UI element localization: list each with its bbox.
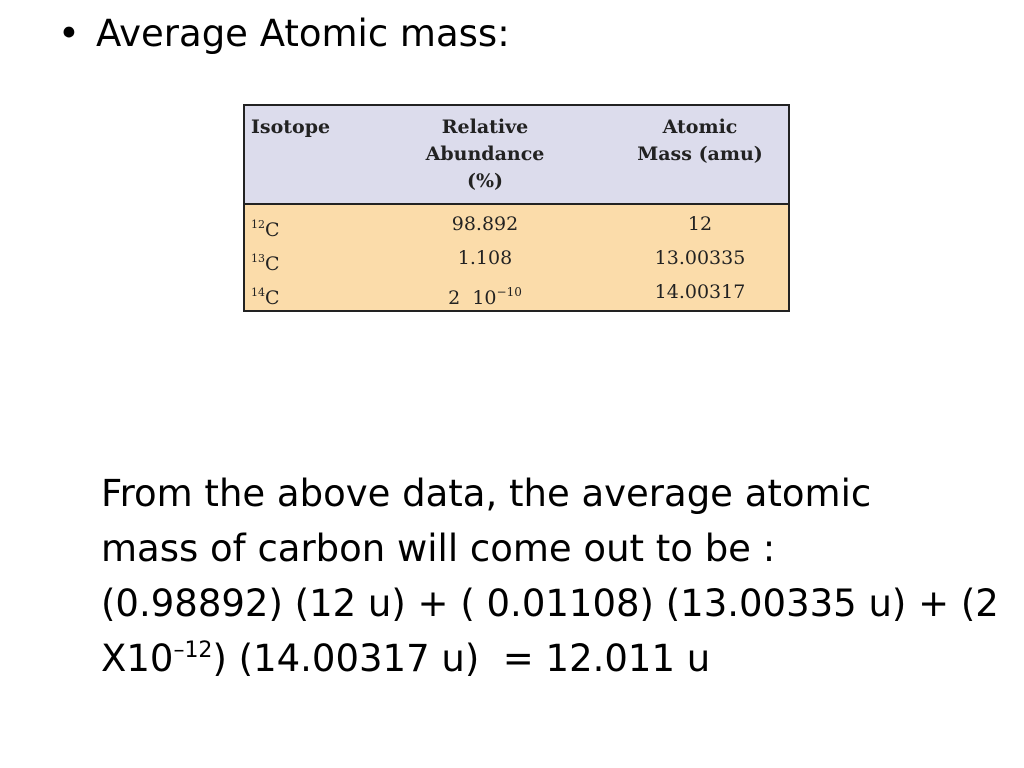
formula-result: ) (14.00317 u) = 12.011 u xyxy=(212,637,711,680)
header-atomic-mass xyxy=(605,114,795,168)
element-symbol: C xyxy=(265,253,280,275)
paragraph-line: (0.98892) (12 u) + ( 0.01108) (13.00335 u) + (2 xyxy=(101,582,999,625)
atomic-mass-cell: 13.00335 xyxy=(654,247,746,269)
abundance-value: 2 10 xyxy=(448,287,497,309)
mass-number: 14 xyxy=(251,286,265,299)
table-body xyxy=(245,205,788,310)
paragraph-line: mass of carbon will come out to be : xyxy=(101,527,776,570)
abundance-value: 98.892 xyxy=(451,213,519,235)
header-isotope-label: Isotope xyxy=(251,116,331,138)
isotope-cell xyxy=(251,275,280,316)
atomic-mass-cell: 14.00317 xyxy=(654,281,746,303)
mass-number: 12 xyxy=(251,218,265,231)
mass-number: 13 xyxy=(251,252,265,265)
header-isotope xyxy=(251,114,330,141)
atomic-mass-cell: 12 xyxy=(687,213,713,235)
abundance-value: 1.108 xyxy=(457,247,513,269)
header-abundance xyxy=(380,114,590,195)
formula-exponent: –12 xyxy=(173,638,213,663)
header-abundance-line1: Relative xyxy=(441,116,529,138)
bullet-heading xyxy=(58,8,510,60)
table-row xyxy=(245,275,788,310)
heading-text: Average Atomic mass: xyxy=(96,12,510,55)
paragraph-line: From the above data, the average atomic xyxy=(101,472,872,515)
header-mass-line2: Mass (amu) xyxy=(637,143,763,165)
header-abundance-line2: Abundance xyxy=(425,143,545,165)
abundance-cell xyxy=(380,275,590,316)
bullet-dot: • xyxy=(58,12,80,55)
isotope-table xyxy=(243,104,790,312)
calculation-paragraph xyxy=(101,466,1001,686)
formula-prefix: X10 xyxy=(101,637,174,680)
abundance-cell xyxy=(380,241,590,276)
header-abundance-line3: (%) xyxy=(466,170,504,192)
paragraph-line xyxy=(101,631,1001,686)
table-row xyxy=(245,207,788,242)
abundance-exponent: −10 xyxy=(496,285,522,299)
table-header xyxy=(245,106,788,205)
abundance-cell xyxy=(380,207,590,242)
element-symbol: C xyxy=(265,219,280,241)
header-mass-line1: Atomic xyxy=(662,116,738,138)
table-row xyxy=(245,241,788,276)
element-symbol: C xyxy=(265,287,280,309)
